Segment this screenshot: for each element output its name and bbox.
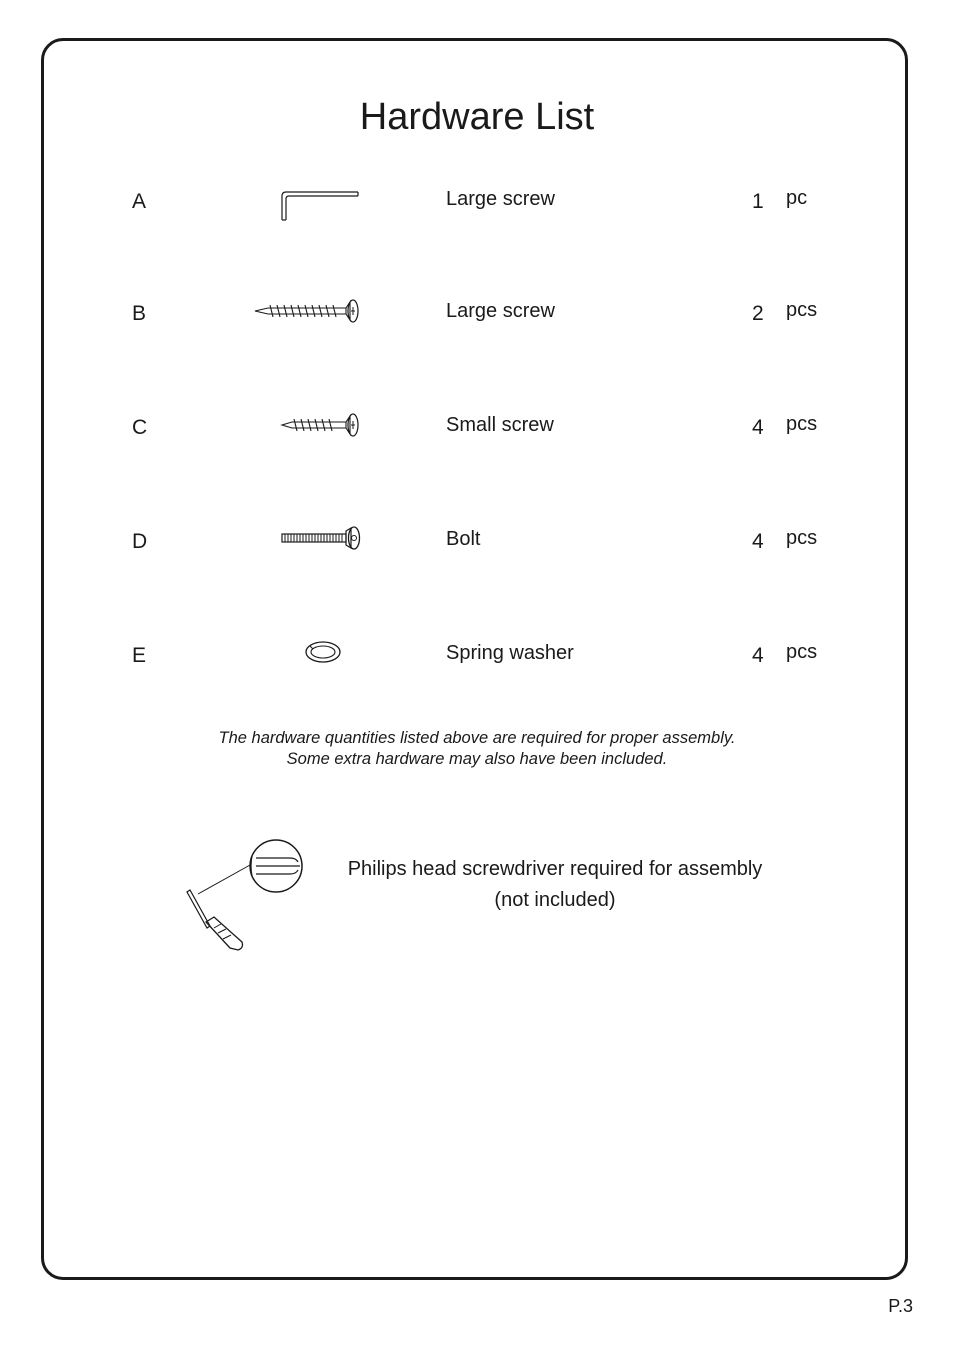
hardware-row-d xyxy=(0,516,954,566)
tool-line-1: Philips head screwdriver required for assembly xyxy=(347,858,763,880)
tool-line-2: (not included) xyxy=(494,889,616,911)
page-number: P.3 xyxy=(888,1296,913,1316)
hardware-letter: B xyxy=(132,302,147,325)
hardware-quantity: 4 xyxy=(752,416,764,439)
hardware-quantity: 4 xyxy=(752,644,764,667)
hardware-letter: C xyxy=(132,416,148,439)
hardware-unit: pcs xyxy=(786,299,818,321)
hardware-quantity: 1 xyxy=(752,190,764,213)
hardware-row-b xyxy=(0,288,954,338)
note-line-1: The hardware quantities listed above are required for proper assembly. xyxy=(218,729,736,747)
hardware-unit: pcs xyxy=(786,641,818,663)
hardware-description: Bolt xyxy=(446,528,481,550)
hardware-unit: pcs xyxy=(786,413,818,435)
hardware-description: Large screw xyxy=(446,188,555,210)
hardware-note xyxy=(0,728,954,770)
hardware-unit: pc xyxy=(786,187,808,209)
hardware-description: Small screw xyxy=(446,414,554,436)
small-screw-icon xyxy=(250,402,370,452)
hardware-letter: E xyxy=(132,644,147,667)
bolt-icon xyxy=(250,516,370,566)
hardware-quantity: 2 xyxy=(752,302,764,325)
hardware-description: Spring washer xyxy=(446,642,574,664)
hardware-letter: D xyxy=(132,530,148,553)
hardware-unit: pcs xyxy=(786,527,818,549)
hardware-quantity: 4 xyxy=(752,530,764,553)
hardware-row-a xyxy=(0,176,954,226)
hardware-letter: A xyxy=(132,190,147,213)
note-line-2: Some extra hardware may also have been included. xyxy=(286,750,668,768)
hardware-row-c xyxy=(0,402,954,452)
allen-key-icon xyxy=(250,176,370,226)
spring-washer-icon xyxy=(250,630,370,680)
page-title: Hardware List xyxy=(359,96,595,138)
hardware-description: Large screw xyxy=(446,300,555,322)
large-screw-icon xyxy=(250,288,370,338)
phillips-screwdriver-icon xyxy=(180,836,310,956)
tool-requirement xyxy=(330,854,780,916)
hardware-row-e xyxy=(0,630,954,680)
